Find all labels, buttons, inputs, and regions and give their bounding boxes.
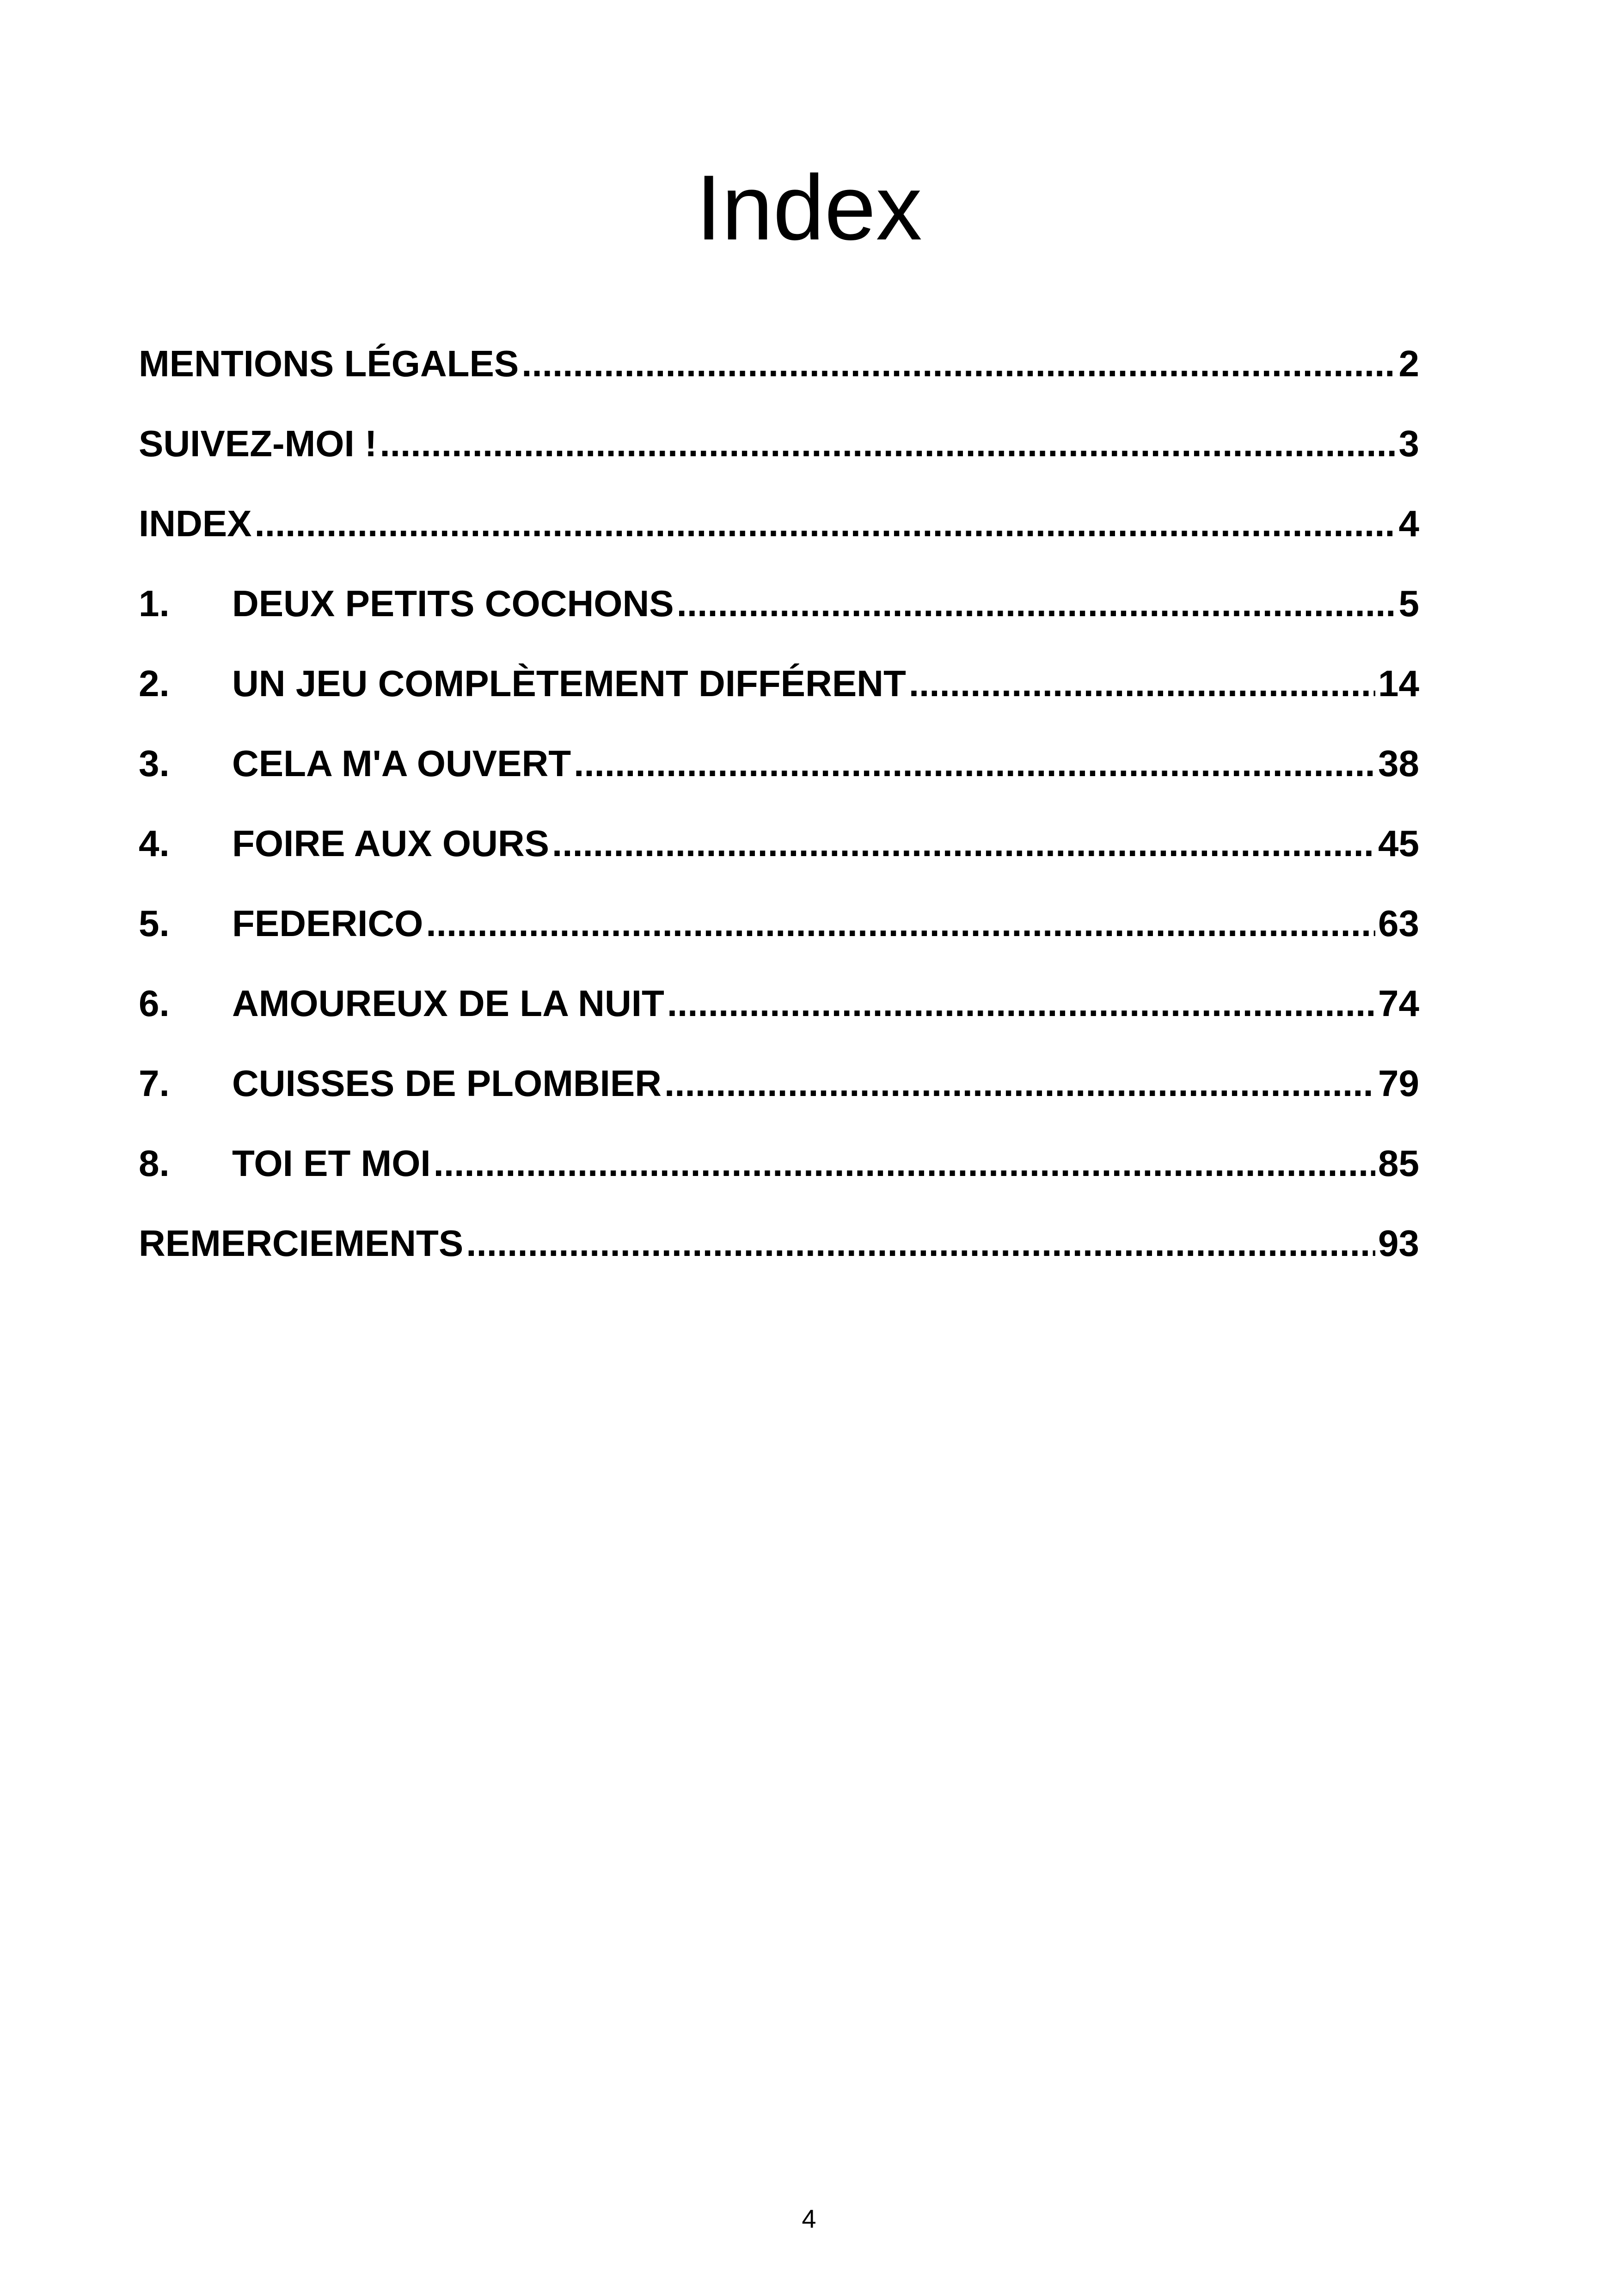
toc-dot-leader bbox=[380, 404, 1396, 484]
toc-entry-chapter-1[interactable] bbox=[139, 563, 1419, 643]
toc-entry-chapter-7[interactable] bbox=[139, 1043, 1419, 1123]
toc-entry-number: 8. bbox=[139, 1143, 170, 1184]
toc-entry-page: 63 bbox=[1378, 903, 1419, 944]
toc-dot-leader bbox=[434, 1123, 1375, 1203]
toc-dot-leader bbox=[255, 484, 1396, 563]
toc-entry-page: 93 bbox=[1378, 1223, 1419, 1264]
toc-entry-chapter-6[interactable] bbox=[139, 963, 1419, 1043]
toc-entry-label: TOI ET MOI bbox=[232, 1143, 431, 1184]
toc-entry-page: 85 bbox=[1378, 1143, 1419, 1184]
toc-entry-number: 1. bbox=[139, 583, 170, 624]
toc-entry-remerciements[interactable] bbox=[139, 1203, 1419, 1283]
toc-entry-page: 45 bbox=[1378, 823, 1419, 864]
toc-entry-label: SUIVEZ-MOI ! bbox=[139, 423, 377, 464]
toc-entry-label: MENTIONS LÉGALES bbox=[139, 343, 519, 384]
toc-entry-page: 5 bbox=[1398, 583, 1419, 624]
toc-entry-mentions-legales[interactable] bbox=[139, 324, 1419, 404]
toc-entry-label: DEUX PETITS COCHONS bbox=[232, 583, 674, 624]
toc-entry-page: 3 bbox=[1398, 423, 1419, 464]
toc-entry-page: 4 bbox=[1398, 503, 1419, 544]
toc-dot-leader bbox=[574, 723, 1375, 803]
toc-entry-number: 6. bbox=[139, 983, 170, 1024]
page-title: Index bbox=[696, 156, 922, 259]
toc-entry-chapter-8[interactable] bbox=[139, 1123, 1419, 1203]
toc-entry-label: CUISSES DE PLOMBIER bbox=[232, 1063, 662, 1104]
toc-entry-label: AMOUREUX DE LA NUIT bbox=[232, 983, 664, 1024]
toc-entry-page: 14 bbox=[1378, 663, 1419, 704]
toc-entry-number: 2. bbox=[139, 663, 170, 704]
toc-dot-leader bbox=[677, 563, 1396, 643]
toc-entry-chapter-3[interactable] bbox=[139, 723, 1419, 803]
toc-entry-suivez-moi[interactable] bbox=[139, 404, 1419, 484]
toc-entry-label: REMERCIEMENTS bbox=[139, 1223, 464, 1264]
toc-entry-number: 5. bbox=[139, 903, 170, 944]
table-of-contents bbox=[139, 324, 1419, 1283]
toc-entry-index[interactable] bbox=[139, 484, 1419, 563]
toc-entry-label: INDEX bbox=[139, 503, 252, 544]
toc-dot-leader bbox=[664, 1043, 1375, 1123]
toc-dot-leader bbox=[466, 1203, 1375, 1283]
toc-entry-chapter-4[interactable] bbox=[139, 803, 1419, 883]
toc-dot-leader bbox=[667, 963, 1375, 1043]
toc-entry-page: 2 bbox=[1398, 343, 1419, 384]
toc-dot-leader bbox=[426, 883, 1375, 963]
toc-entry-chapter-2[interactable] bbox=[139, 643, 1419, 723]
toc-entry-number: 3. bbox=[139, 743, 170, 784]
toc-entry-number: 4. bbox=[139, 823, 170, 864]
toc-dot-leader bbox=[521, 324, 1396, 404]
toc-entry-label: FEDERICO bbox=[232, 903, 423, 944]
toc-entry-label: CELA M'A OUVERT bbox=[232, 743, 571, 784]
toc-dot-leader bbox=[909, 643, 1375, 723]
toc-entry-page: 38 bbox=[1378, 743, 1419, 784]
toc-entry-page: 74 bbox=[1378, 983, 1419, 1024]
toc-dot-leader bbox=[552, 803, 1375, 883]
toc-entry-chapter-5[interactable] bbox=[139, 883, 1419, 963]
toc-entry-page: 79 bbox=[1378, 1063, 1419, 1104]
toc-entry-label: UN JEU COMPLÈTEMENT DIFFÉRENT bbox=[232, 663, 906, 704]
toc-entry-number: 7. bbox=[139, 1063, 170, 1104]
toc-entry-label: FOIRE AUX OURS bbox=[232, 823, 549, 864]
page-number: 4 bbox=[802, 2204, 816, 2233]
